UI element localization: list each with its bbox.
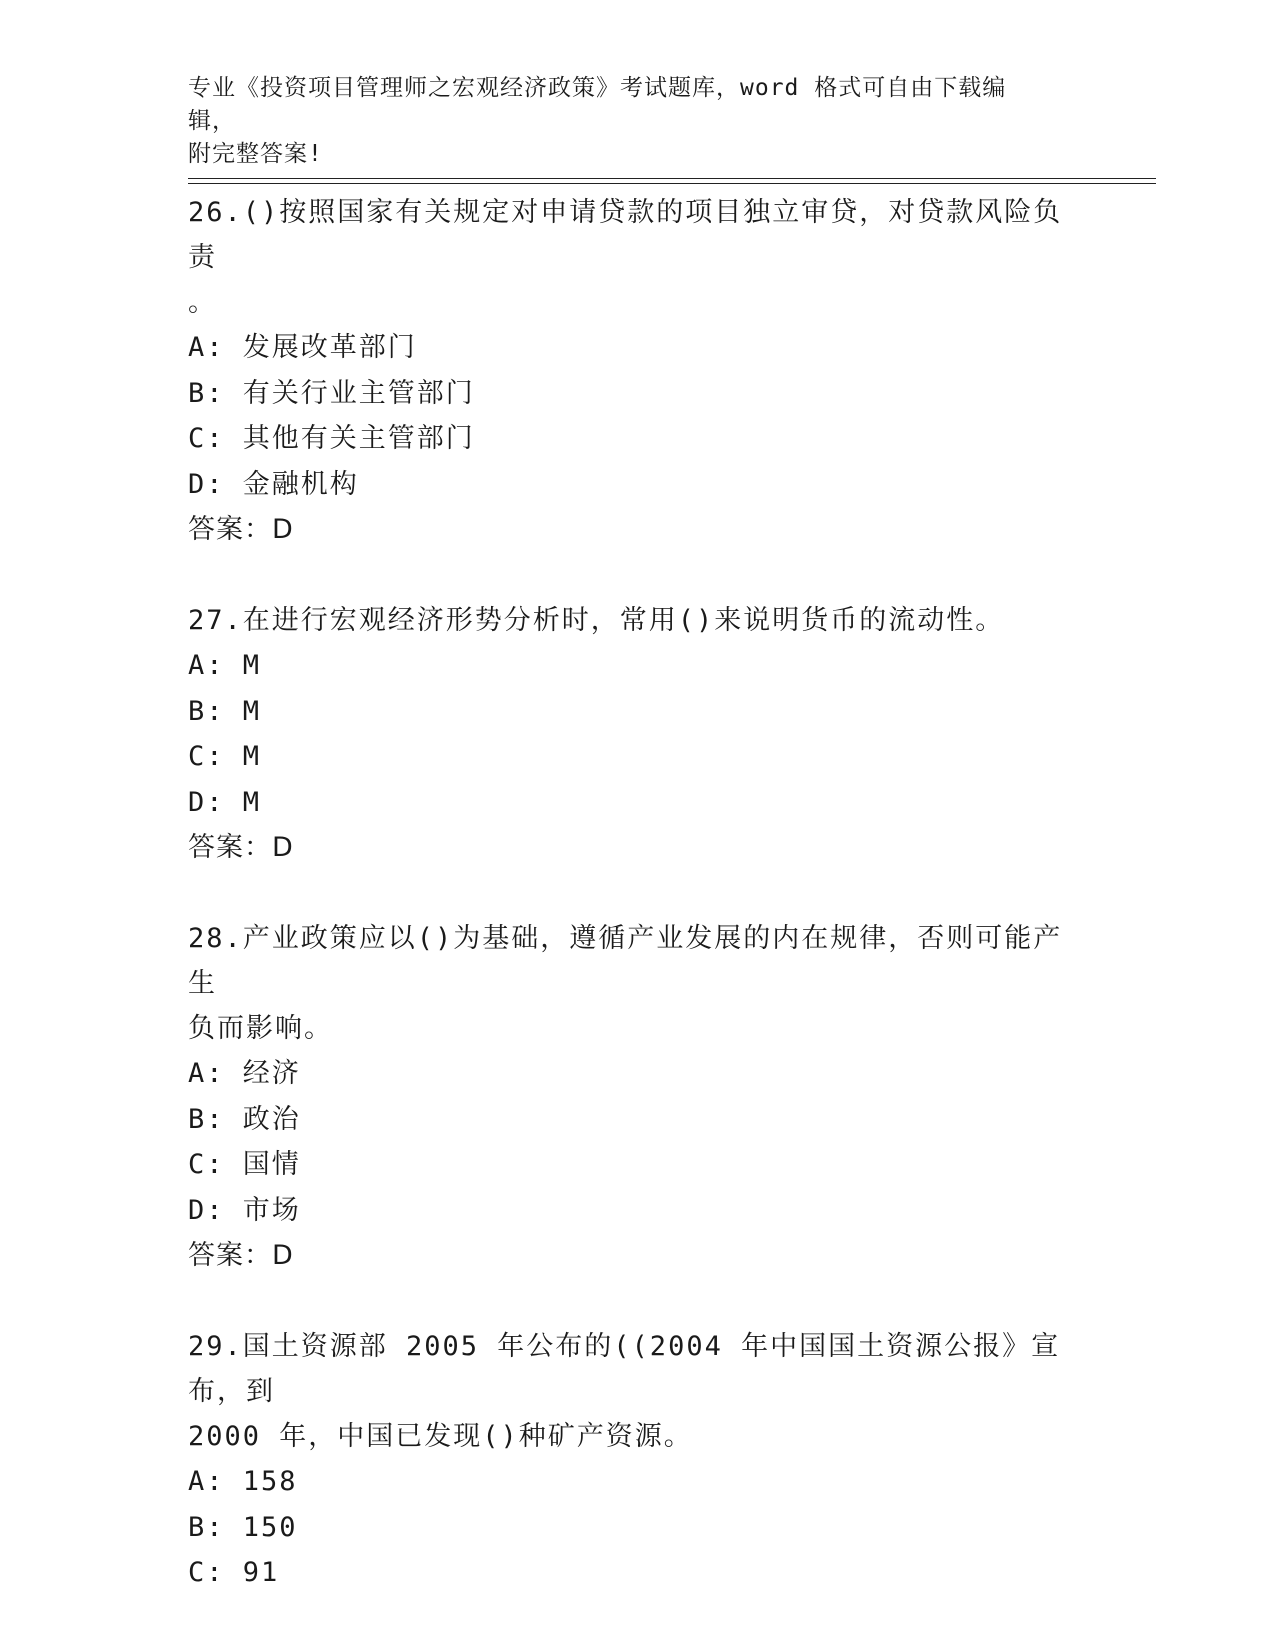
question-stem-line: 26.()按照国家有关规定对申请贷款的项目独立审贷，对贷款风险负责 xyxy=(188,197,1063,273)
option-a: A: M xyxy=(188,650,262,681)
answer-line: 答案：D xyxy=(188,1240,294,1271)
header-divider-second xyxy=(188,183,1156,184)
answer-line: 答案：D xyxy=(188,832,294,863)
question-27 xyxy=(188,598,1068,870)
option-c: C: 其他有关主管部门 xyxy=(188,423,475,454)
question-29 xyxy=(188,1324,1068,1596)
question-stem-line: 28.产业政策应以()为基础，遵循产业发展的内在规律，否则可能产生 xyxy=(188,923,1063,999)
option-c: C: 91 xyxy=(188,1557,280,1588)
option-b: B: 150 xyxy=(188,1511,298,1543)
option-d: D: M xyxy=(188,786,262,818)
document-page xyxy=(188,0,1156,1650)
option-a: A: 发展改革部门 xyxy=(188,332,417,363)
option-c: C: 国情 xyxy=(188,1149,301,1180)
header-line-1: 专业《投资项目管理师之宏观经济政策》考试题库，word 格式可自由下载编辑， xyxy=(188,75,1007,134)
question-26 xyxy=(188,190,1068,552)
question-stem-line: 负而影响。 xyxy=(188,1013,333,1044)
option-d: D: 金融机构 xyxy=(188,468,359,500)
option-a: A: 158 xyxy=(188,1466,298,1497)
answer-line: 答案：D xyxy=(188,514,294,545)
option-b: B: M xyxy=(188,695,262,727)
question-spacer xyxy=(188,552,1068,598)
question-stem-line: 29.国土资源部 2005 年公布的((2004 年中国国土资源公报》宣布，到 xyxy=(188,1331,1061,1407)
question-list xyxy=(188,190,1068,1596)
question-stem-line: 2000 年，中国已发现()种矿产资源。 xyxy=(188,1421,693,1452)
option-d: D: 市场 xyxy=(188,1194,301,1226)
option-a: A: 经济 xyxy=(188,1058,301,1089)
question-stem-line: 。 xyxy=(188,287,217,318)
question-stem-line: 27.在进行宏观经济形势分析时，常用()来说明货币的流动性。 xyxy=(188,605,1005,636)
document-header xyxy=(188,72,1048,171)
option-b: B: 政治 xyxy=(188,1103,301,1135)
option-c: C: M xyxy=(188,741,262,772)
question-spacer xyxy=(188,870,1068,916)
header-line-2: 附完整答案! xyxy=(188,141,323,167)
header-divider xyxy=(188,178,1156,179)
question-spacer xyxy=(188,1278,1068,1324)
question-28 xyxy=(188,916,1068,1278)
option-b: B: 有关行业主管部门 xyxy=(188,377,475,409)
